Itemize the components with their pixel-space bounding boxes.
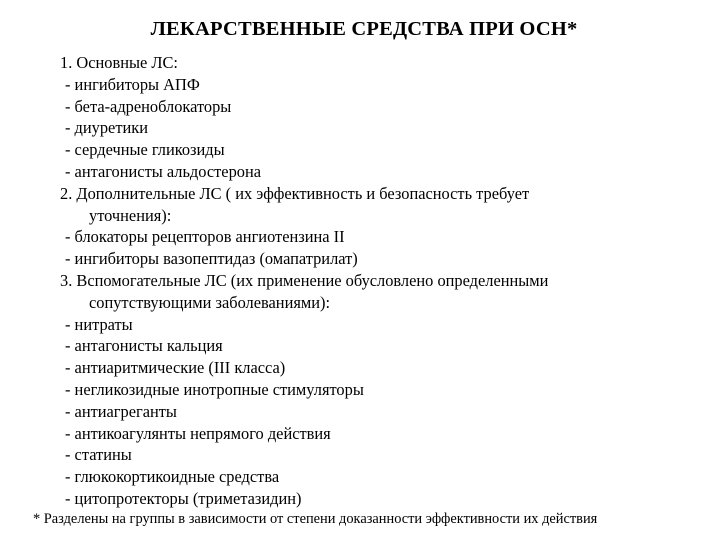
list-item: - антиагреганты [65, 401, 177, 421]
list-line: 3. Вспомогательные ЛС (их применение обусловлено определенными [60, 270, 549, 290]
footnote: * Разделены на группы в зависимости от степени доказанности эффективности их действия [33, 511, 598, 527]
list-item: - цитопротекторы (триметазидин) [65, 488, 302, 508]
list-item: - антагонисты альдостерона [65, 161, 262, 181]
list-item: - глюкокортикоидные средства [65, 467, 280, 487]
list-item: - антагонисты кальция [65, 336, 223, 356]
list-line: 2. Дополнительные ЛС ( их эффективность и безопасность требует [60, 183, 530, 203]
list-item: - блокаторы рецепторов ангиотензина II [65, 227, 345, 247]
list-item: - диуретики [65, 118, 149, 138]
list-item: - статины [65, 445, 132, 465]
list-item: - бета-адреноблокаторы [65, 96, 232, 116]
list-item: - антикоагулянты непрямого действия [65, 423, 331, 443]
list-item: - ингибиторы вазопептидаз (омапатрилат) [65, 249, 358, 269]
list-line-continuation: уточнения): [89, 205, 172, 225]
drug-list [60, 52, 680, 510]
list-line: 1. Основные ЛС: [60, 53, 178, 72]
list-item: - нитраты [65, 314, 133, 334]
list-item: - негликозидные инотропные стимуляторы [65, 379, 364, 399]
list-line-continuation: сопутствующими заболеваниями): [89, 292, 331, 312]
list-item: - антиаритмические (III класса) [65, 358, 286, 378]
list-item: - сердечные гликозиды [65, 140, 225, 160]
slide-title: ЛЕКАРСТВЕННЫЕ СРЕДСТВА ПРИ ОСН* [150, 18, 578, 40]
list-item: - ингибиторы АПФ [65, 74, 200, 94]
